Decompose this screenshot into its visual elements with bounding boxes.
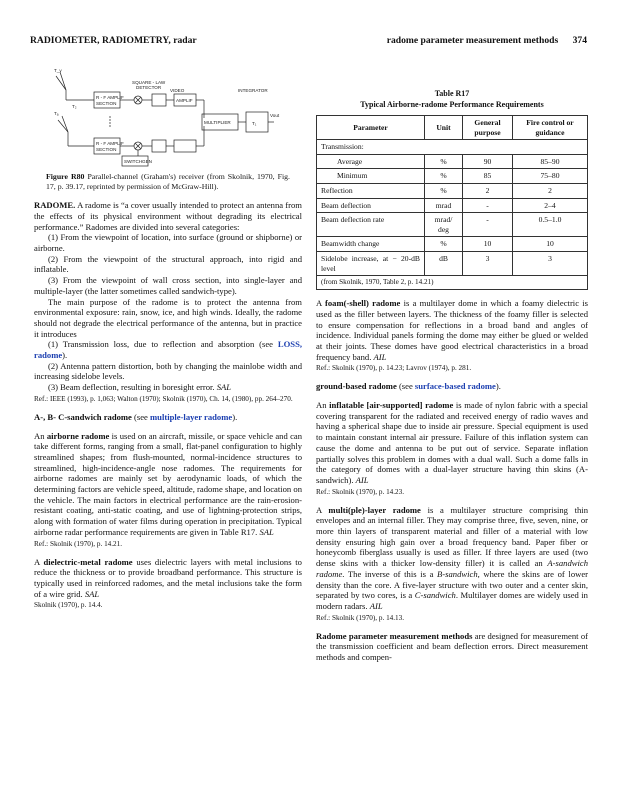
- table-cell: Minimum: [317, 169, 425, 184]
- radome-entry: [34, 200, 302, 232]
- amplif-label: AMPLIF: [176, 98, 193, 103]
- category-2: (2) From the viewpoint of the structural approach, into rigid and inflatable.: [34, 253, 302, 275]
- loss-radome-link[interactable]: LOSS, radome: [34, 339, 302, 361]
- beam-deflection-text: (3) Beam deflection, resulting in boresight error.: [48, 382, 215, 393]
- table-cell: mrad: [425, 198, 463, 213]
- a-sandwich-term: A-sandwich radome: [316, 558, 588, 579]
- table-cell: dB: [425, 251, 463, 275]
- multi-pre: A: [316, 504, 329, 515]
- table-cell: 10: [513, 237, 588, 252]
- inflatable-text: is made of nylon fabric with a special covering transparent for the radiated and received energy of radio waves and having a spherical shape due to inside air pressure. Special equipment is used to maintain constant internal air pressure. Failure of this inflation system can cause the dome and antenna to be put out of service. Separate inflation partially solves this problem in domes with a dual wall. Such a dome falls in the category of domes with a dual-layer structure having thin skins (A-sandwich).: [316, 400, 589, 485]
- left-column: [34, 62, 302, 610]
- table-header: Fire control or guidance: [513, 116, 588, 140]
- receiver-block-diagram: [52, 62, 287, 167]
- performance-table: [316, 115, 588, 276]
- dielectric-text: uses dielectric layers with metal inclusions to reduce the thickness or to provide broadband performance. This structure is typically used in reinforced radomes, and the metal inclusions take the form of a wire grid.: [34, 556, 302, 599]
- ground-text: (see: [398, 381, 415, 392]
- author-signature: AIL: [355, 474, 369, 485]
- foam-radome-entry: [316, 298, 588, 362]
- author-signature: AIL: [373, 351, 387, 362]
- table-cell: 0.5–1.0: [513, 213, 588, 237]
- integrator-label: INTEGRATOR: [238, 88, 268, 93]
- figure-label: Figure R80: [46, 172, 85, 181]
- table-row: [317, 169, 588, 184]
- table-section-label: Transmission:: [317, 140, 588, 155]
- author-signature: AIL: [369, 601, 383, 611]
- loss-text: (1) Transmission loss, due to reflection and absorption (see: [48, 339, 278, 350]
- table-header: Unit: [425, 116, 463, 140]
- table-cell: Reflection: [317, 183, 425, 198]
- t1-label: T₁: [252, 121, 257, 126]
- table-header: Parameter: [317, 116, 425, 140]
- surface-based-radome-link[interactable]: surface-based radome: [414, 381, 496, 392]
- table-cell: 2–4: [513, 198, 588, 213]
- beam-deflection: [34, 382, 302, 393]
- abc-text: (see: [134, 411, 151, 422]
- antenna-icon: [56, 72, 94, 100]
- ta-label: Tₐ: [54, 111, 59, 116]
- integrator-box: [246, 112, 268, 132]
- rf-amp-label: R - F AMPLIF: [96, 95, 124, 100]
- foam-text: is a multilayer dome in which a foamy dielectric is used as the filler between layers. The thickness of the foamy filler is selected to ensure compensation for reflections in a broad band and angles of incidence. Individual panels forming the dome may either be glued or welded at their joints. These domes have good electrical characteristics in a broad frequency band.: [316, 298, 588, 362]
- multilayer-radome-entry: [316, 505, 588, 612]
- category-3: (3) From the viewpoint of wall cross section, into single-layer and multiple-layer (the latter sometimes called sandwich-type).: [34, 275, 302, 296]
- running-head-title: radome parameter measurement methods: [386, 35, 559, 46]
- table-cell: 2: [463, 183, 513, 198]
- section-label: SECTION: [96, 101, 117, 106]
- airborne-radome-entry: [34, 431, 302, 538]
- figure-caption: [46, 172, 290, 191]
- video-label: VIDEO: [170, 88, 185, 93]
- table-cell: mrad/ deg: [425, 213, 463, 237]
- reference: Ref.: Skolnik (1970), p. 14.21.: [34, 539, 123, 548]
- table-cell: 10: [463, 237, 513, 252]
- running-head-left: RADIOMETER, RADIOMETRY, radar: [30, 35, 197, 46]
- foam-pre: A: [316, 298, 325, 309]
- category-1: (1) From the viewpoint of location, into surface (ground or shipborne) or airborne.: [34, 232, 302, 253]
- vout-label: Vout: [270, 113, 280, 118]
- table-subtitle: Typical Airborne-radome Performance Requirements: [360, 100, 544, 109]
- table-cell: 85: [463, 169, 513, 184]
- t2-label: T₂: [72, 104, 77, 109]
- radome-intro: A radome is “a cover usually intended to protect an antenna from the effects of its physical environment without degrading its electrical performance.” Radomes are divided into several categories:: [34, 200, 302, 232]
- loss-text-end: ).: [62, 350, 68, 361]
- airborne-pre: An: [34, 430, 47, 441]
- dielectric-metal-radome-term: dielectric-metal radome: [43, 556, 133, 567]
- author-signature: SAL: [84, 588, 100, 599]
- abc-sandwich-entry: [34, 412, 302, 423]
- radome-purpose: The main purpose of the radome is to protect the antenna from environmental exposure: rain, snow, ice, and high winds. Ideally, the radome should not degrade the electrical performance of the antenna, but in practice it introduces: [34, 296, 302, 339]
- table-source-note: (from Skolnik, 1970, Table 2, p. 14.21): [316, 276, 588, 290]
- table-row: [317, 140, 588, 155]
- table-cell: %: [425, 237, 463, 252]
- right-column: [316, 88, 588, 663]
- reference: Skolnik (1970), p. 14.4.: [34, 601, 103, 610]
- table-cell: Average: [317, 154, 425, 169]
- abc-sandwich-term: A-, B- C-sandwich radome: [34, 411, 132, 422]
- page-number: 374: [572, 35, 587, 46]
- transmission-loss: [34, 339, 302, 360]
- figure-r80: [34, 62, 302, 169]
- inflatable-radome-entry: [316, 400, 588, 486]
- table-header-row: [317, 116, 588, 140]
- parameter-measurement-entry: [316, 631, 588, 663]
- table-cell: %: [425, 169, 463, 184]
- switch-label: SWITCH: [124, 159, 143, 164]
- abc-text-end: ).: [232, 411, 238, 422]
- multi-text: . The inverse of this is a: [342, 568, 438, 579]
- square-law-label: SQUARE - LAW: [132, 80, 166, 85]
- multiplier-label: MULTIPLIER: [204, 120, 231, 125]
- table-cell: Beam deflection rate: [317, 213, 425, 237]
- ground-radome-term: ground-based radome: [316, 381, 397, 392]
- table-row: [317, 251, 588, 275]
- c-sandwich-term: C-sandwich: [414, 590, 456, 601]
- table-cell: %: [425, 183, 463, 198]
- author-signature: SAL: [216, 382, 232, 393]
- multiple-layer-radome-link[interactable]: multiple-layer radome: [150, 411, 233, 422]
- pattern-distortion: (2) Antenna pattern distortion, both by changing the mainlobe width and increasing sidelobe levels.: [34, 360, 302, 382]
- table-cell: Sidelobe increase, at − 20-dB level: [317, 251, 425, 275]
- multi-text: . Multilayer domes are widely used in modern radars.: [316, 590, 588, 611]
- author-signature: SAL: [259, 526, 274, 537]
- table-row: [317, 198, 588, 213]
- running-head: [30, 35, 587, 49]
- reference: Ref.: Skolnik (1970), p. 14.13.: [316, 613, 405, 622]
- detector-label: DETECTOR: [136, 85, 162, 90]
- table-row: [317, 183, 588, 198]
- reference: Ref.: IEEE (1993), p. 1,063; Walton (1970); Skolnik (1970), Ch. 14, (1980), pp. 264–270.: [34, 394, 293, 403]
- table-header: General purpose: [463, 116, 513, 140]
- table-cell: 90: [463, 154, 513, 169]
- parameter-measurement-term: Radome parameter measurement methods: [316, 630, 473, 641]
- table-cell: -: [463, 198, 513, 213]
- multi-text: , where the skins are of lower density than the core. A five-layer structure with two outer and a center skin, separated by two cores, is a: [316, 568, 588, 601]
- table-cell: Beam deflection: [317, 198, 425, 213]
- airborne-text: is used on an aircraft, missile, or space vehicle and can take different forms, ranging from a small, flat-panel configuration to highly streamlined shapes; from flush-mounted, normal-incidence structures to streamlined, high-incidence-angle nose radomes. The requirements for airborne radomes are mainly set by aerodynamic loads, of which the determining factors are vehicle speed, altitude, radome shape, and location on the vehicle. The main factors in electrical performance are the rain-erosion-resistant coating, anti-static coating, and use of lightning-protection strips, along with formation of water films during operation in precipitation. Typical airborne radar performance requirements are given in Table R17.: [34, 430, 303, 537]
- inflatable-pre: An: [316, 400, 330, 411]
- foam-radome-term: foam(-shell) radome: [325, 298, 401, 309]
- table-cell: 2: [513, 183, 588, 198]
- video-amplifier-box: [174, 140, 196, 152]
- table-cell: Beamwidth change: [317, 237, 425, 252]
- dielectric-metal-radome-entry: [34, 557, 302, 600]
- radome-term: RADOME.: [34, 200, 76, 211]
- table-row: [317, 237, 588, 252]
- table-cell: %: [425, 154, 463, 169]
- ground-text-end: ).: [495, 381, 501, 392]
- detector-box: [152, 140, 166, 152]
- inflatable-radome-term: inflatable [air-supported] radome: [329, 400, 454, 411]
- tv-label: T_v: [54, 68, 62, 73]
- gen-label: GEN: [142, 159, 152, 164]
- table-cell: 3: [463, 251, 513, 275]
- table-cell: 85–90: [513, 154, 588, 169]
- table-row: [317, 213, 588, 237]
- table-row: [317, 154, 588, 169]
- table-cell: 75–80: [513, 169, 588, 184]
- multi-text: is a multilayer structure comprising thin envelopes and an internal filler. They may comprise three, five, seven, nine, or more thin layers of transparent material and filler of a material with low density ensuring high gain over a broad frequency band. Paper fiber or honeycomb fiberglass usually is used as filler. If three layers are used (two dense skins with a thicker low-density filler) it is called an: [316, 504, 588, 569]
- table-cell: 3: [513, 251, 588, 275]
- airborne-radome-term: airborne radome: [46, 430, 110, 441]
- section-label: SECTION: [96, 147, 117, 152]
- running-head-right: [387, 35, 587, 46]
- detector-box: [152, 94, 166, 106]
- table-cell: -: [463, 213, 513, 237]
- reference: Ref.: Skolnik (1970), p. 14.23; Lavrov (1974), p. 281.: [316, 364, 472, 373]
- ground-radome-entry: [316, 381, 588, 392]
- parameter-text: are designed for measurement of the transmission coefficient and beam deflection errors. Direct measurement methods and compen-: [316, 630, 588, 663]
- dielectric-pre: A: [34, 556, 44, 567]
- reference: Ref.: Skolnik (1970), p. 14.23.: [316, 487, 405, 496]
- b-sandwich-term: B-sandwich: [437, 568, 478, 579]
- figure-caption-text: Parallel-channel (Graham's) receiver (from Skolnik, 1970, Fig. 17, p. 39.17, reprinted by permission of McGraw-Hill).: [46, 172, 290, 191]
- multilayer-radome-term: multi(ple)-layer radome: [328, 504, 421, 515]
- table-title: Table R17: [434, 89, 470, 98]
- antenna-icon: [58, 116, 94, 146]
- rf-amp-label: R - F AMPLIF: [96, 141, 124, 146]
